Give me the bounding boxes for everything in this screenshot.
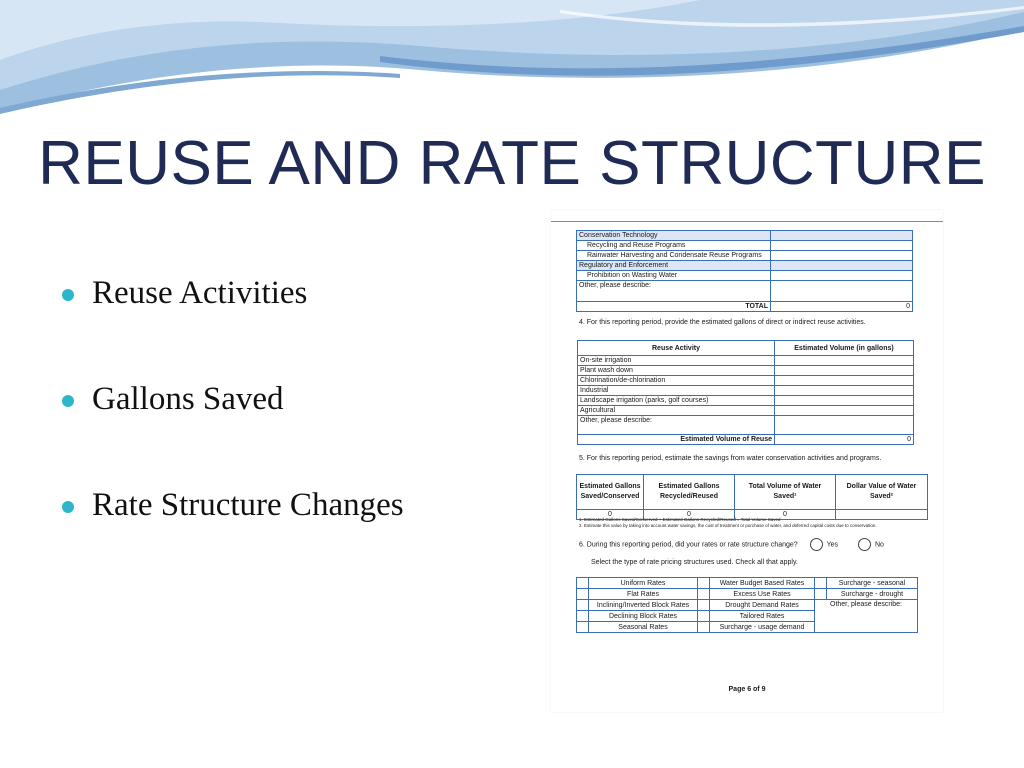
- reuse-volume-cell: [775, 376, 914, 386]
- reuse-volume-cell: [775, 416, 914, 435]
- conservation-row: [577, 251, 913, 261]
- estimated-volume-header: Estimated Volume (in gallons): [775, 341, 914, 356]
- reuse-rows: [578, 356, 914, 445]
- reuse-total-row: [578, 435, 914, 445]
- rate-row: [577, 578, 918, 589]
- reuse-activity-table: [577, 340, 914, 445]
- reuse-row: [578, 416, 914, 435]
- rate-structure-table: [576, 577, 918, 633]
- conservation-total-row: [577, 302, 913, 312]
- rate-checkbox[interactable]: [698, 578, 710, 589]
- rate-checkbox[interactable]: [815, 578, 827, 589]
- rate-checkbox[interactable]: [577, 600, 589, 611]
- rate-checkbox[interactable]: [815, 589, 827, 600]
- gallons-recycled-value: 0: [644, 510, 735, 520]
- yes-radio[interactable]: [810, 538, 823, 551]
- reuse-row: [578, 356, 914, 366]
- bullet-item: [62, 487, 404, 593]
- rate-option-label: Excess Use Rates: [710, 589, 815, 600]
- total-volume-header: Total Volume of Water Saved¹: [735, 475, 836, 510]
- conservation-row: [577, 261, 913, 271]
- dollar-value-value: [836, 510, 928, 520]
- conservation-row: [577, 231, 913, 241]
- conservation-value-cell: [771, 241, 913, 251]
- conservation-table: [576, 230, 913, 312]
- question-5: 5. For this reporting period, estimate the savings from water conservation activities and programs.: [579, 455, 882, 462]
- reuse-row: [578, 396, 914, 406]
- reuse-volume-cell: [775, 366, 914, 376]
- conservation-item-label: Recycling and Reuse Programs: [577, 241, 771, 251]
- bullet-dot-icon: [62, 501, 74, 513]
- reuse-activity-cell: Industrial: [578, 386, 775, 396]
- rate-checkbox[interactable]: [577, 622, 589, 633]
- rate-checkbox[interactable]: [577, 589, 589, 600]
- section-label: Conservation Technology: [577, 231, 771, 241]
- bullet-dot-icon: [62, 289, 74, 301]
- slide-title: REUSE AND RATE STRUCTURE: [38, 129, 986, 198]
- total-value: 0: [771, 302, 913, 312]
- bullet-item: [62, 275, 404, 381]
- form-document-image: [551, 210, 943, 712]
- reuse-row: [578, 376, 914, 386]
- reuse-total-label: Estimated Volume of Reuse: [578, 435, 775, 445]
- conservation-value-cell: [771, 271, 913, 281]
- reuse-volume-cell: [775, 406, 914, 416]
- header-wave-decoration: [0, 0, 1024, 125]
- reuse-volume-cell: [775, 386, 914, 396]
- reuse-volume-cell: [775, 396, 914, 406]
- page-number: Page 6 of 9: [728, 686, 766, 693]
- total-label: TOTAL: [577, 302, 771, 312]
- conservation-item-label: Other, please describe:: [577, 281, 771, 302]
- footnote-2: 2. Estimate this value by taking into account water savings, the cost of treatment or purchase of water, and deferred capital costs due to conservation.: [579, 523, 877, 528]
- section-label: Regulatory and Enforcement: [577, 261, 771, 271]
- reuse-total-value: 0: [775, 435, 914, 445]
- conservation-value-cell: [771, 251, 913, 261]
- rate-checkbox[interactable]: [698, 589, 710, 600]
- savings-table: [576, 474, 928, 520]
- savings-header-row: [577, 475, 928, 510]
- rate-option-label: Flat Rates: [589, 589, 698, 600]
- no-radio[interactable]: [858, 538, 871, 551]
- rate-option-label: Surcharge - usage demand: [710, 622, 815, 633]
- bullet-text: Rate Structure Changes: [92, 487, 404, 523]
- rate-checkbox[interactable]: [698, 622, 710, 633]
- conservation-rows: [577, 231, 913, 312]
- rate-option-label: Seasonal Rates: [589, 622, 698, 633]
- rate-row: [577, 600, 918, 611]
- reuse-row: [578, 406, 914, 416]
- total-volume-value: 0: [735, 510, 836, 520]
- rate-checkbox[interactable]: [577, 611, 589, 622]
- rate-rows: [577, 578, 918, 633]
- reuse-volume-cell: [775, 356, 914, 366]
- conservation-item-label: Rainwater Harvesting and Condensate Reuse Programs: [577, 251, 771, 261]
- rates-instruction: Select the type of rate pricing structures used. Check all that apply.: [591, 559, 798, 566]
- rate-row: [577, 589, 918, 600]
- rate-other-describe: Other, please describe:: [815, 600, 918, 633]
- rate-checkbox[interactable]: [698, 611, 710, 622]
- reuse-activity-cell: Plant wash down: [578, 366, 775, 376]
- gallons-saved-value: 0: [577, 510, 644, 520]
- rate-option-label: Uniform Rates: [589, 578, 698, 589]
- conservation-value-cell: [771, 281, 913, 302]
- rate-option-label: Drought Demand Rates: [710, 600, 815, 611]
- reuse-row: [578, 366, 914, 376]
- conservation-item-label: Prohibition on Wasting Water: [577, 271, 771, 281]
- rate-option-label: Surcharge - drought: [827, 589, 918, 600]
- bullet-item: [62, 381, 404, 487]
- bullet-text: Gallons Saved: [92, 381, 284, 417]
- rate-option-label: Tailored Rates: [710, 611, 815, 622]
- footnote-1: 1. Estimated Gallons Saved/Conserved + Estimated Gallons Recycled/Reused = Total Volume Saved: [579, 517, 781, 522]
- reuse-activity-cell: Landscape irrigation (parks, golf courses): [578, 396, 775, 406]
- gallons-saved-header: Estimated Gallons Saved/Conserved: [577, 475, 644, 510]
- reuse-header-row: [578, 341, 914, 356]
- conservation-row: [577, 241, 913, 251]
- doc-header-rule: [551, 221, 943, 222]
- gallons-recycled-header: Estimated Gallons Recycled/Reused: [644, 475, 735, 510]
- bullet-dot-icon: [62, 395, 74, 407]
- conservation-row: [577, 281, 913, 302]
- question-6-text: 6. During this reporting period, did your rates or rate structure change?: [579, 541, 798, 549]
- bullet-text: Reuse Activities: [92, 275, 308, 311]
- bullet-list: [62, 275, 404, 593]
- reuse-activity-cell: Chlorination/de-chlorination: [578, 376, 775, 386]
- conservation-value-cell: [771, 231, 913, 241]
- question-6: [579, 538, 884, 551]
- question-4: 4. For this reporting period, provide the estimated gallons of direct or indirect reuse activities.: [579, 319, 866, 326]
- conservation-row: [577, 271, 913, 281]
- dollar-value-header: Dollar Value of Water Saved²: [836, 475, 928, 510]
- reuse-activity-header: Reuse Activity: [578, 341, 775, 356]
- reuse-activity-cell: Other, please describe:: [578, 416, 775, 435]
- conservation-value-cell: [771, 261, 913, 271]
- rate-option-label: Water Budget Based Rates: [710, 578, 815, 589]
- no-label: No: [875, 541, 884, 549]
- rate-option-label: Surcharge - seasonal: [827, 578, 918, 589]
- reuse-activity-cell: On-site irrigation: [578, 356, 775, 366]
- reuse-activity-cell: Agricultural: [578, 406, 775, 416]
- rate-checkbox[interactable]: [577, 578, 589, 589]
- reuse-row: [578, 386, 914, 396]
- yes-label: Yes: [826, 541, 839, 549]
- rate-option-label: Declining Block Rates: [589, 611, 698, 622]
- rate-checkbox[interactable]: [698, 600, 710, 611]
- rate-option-label: Inclining/Inverted Block Rates: [589, 600, 698, 611]
